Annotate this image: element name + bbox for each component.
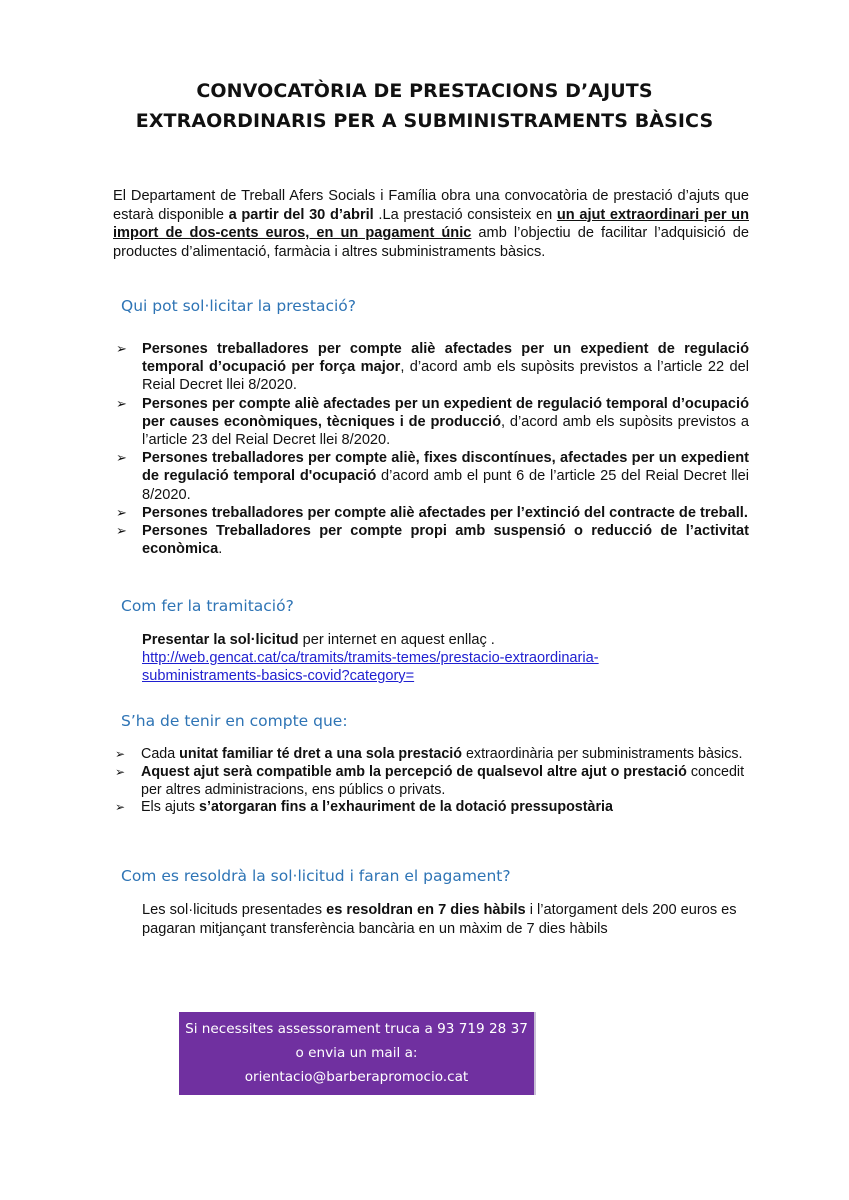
- list-item: [113, 504, 749, 522]
- arrow-bullet-icon: ➢: [116, 450, 127, 466]
- list-item-text: .: [218, 541, 223, 558]
- tramitacio-paragraph: [142, 631, 702, 685]
- title-line-2: EXTRAORDINARIS PER A SUBMINISTRAMENTS BÀSICS: [135, 110, 714, 132]
- arrow-bullet-icon: ➢: [116, 504, 127, 520]
- contact-phone-line: Si necessites assessorament truca a 93 719 28 37: [185, 1021, 528, 1037]
- intro-paragraph: [113, 187, 749, 261]
- heading-tramitacio: Com fer la tramitació?: [121, 597, 294, 615]
- intro-amount: un ajut extraordinari per un import de dos-cents euros, en un pagament únic: [113, 206, 749, 241]
- list-item-text: extraordinària per subministraments bàsics.: [462, 746, 743, 762]
- resolucio-text-2: i l’atorgament dels 200 euros es pagaran mitjançant transferència bancària en un màxim de 7 dies hàbils: [142, 902, 737, 937]
- application-link-continued[interactable]: subministraments-basics-covid?category=: [142, 668, 415, 684]
- intro-date: a partir del 30 d’abril: [228, 206, 374, 223]
- list-item-bold: Persones per compte aliè afectades per un expedient de regulació temporal d’ocupació per causes econòmiques, tècniques i de producció: [142, 395, 749, 430]
- arrow-bullet-icon: ➢: [116, 341, 127, 356]
- tramitacio-bold: Presentar la sol·licitud: [142, 632, 299, 648]
- contact-banner: [179, 1012, 534, 1095]
- arrow-bullet-icon: ➢: [115, 800, 126, 815]
- list-item-bold: s’atorgaran fins a l’exhauriment de la dotació pressupostària: [199, 799, 613, 816]
- list-item: [113, 746, 753, 764]
- list-item: [113, 799, 753, 817]
- arrow-bullet-icon: ➢: [115, 747, 126, 761]
- title-line-1: CONVOCATÒRIA DE PRESTACIONS D’AJUTS: [196, 80, 653, 102]
- contact-mail-line: o envia un mail a:: [295, 1045, 418, 1061]
- arrow-bullet-icon: ➢: [116, 395, 127, 411]
- list-item-text: , d’acord amb els supòsits previstos a l’article 23 del Reial Decret llei 8/2020.: [142, 413, 749, 449]
- resolucio-text-1: Les sol·licituds presentades: [142, 902, 327, 918]
- arrow-bullet-icon: ➢: [116, 523, 127, 539]
- banner-edge: [534, 1012, 536, 1095]
- conditions-list: [113, 746, 753, 817]
- heading-qui-pot: Qui pot sol·licitar la prestació?: [121, 297, 357, 315]
- list-item: [113, 764, 753, 800]
- intro-text-3: amb l’objectiu de facilitar l’adquisició de productes d’alimentació, farmàcia i altres subministraments bàsics.: [113, 225, 749, 260]
- list-item: [113, 449, 749, 504]
- list-item-bold: Aquest ajut serà compatible amb la percepció de qualsevol altre ajut o prestació: [141, 763, 687, 780]
- list-item-text: d’acord amb el punt 6 de l’article 25 del Reial Decret llei 8/2020.: [142, 468, 749, 503]
- list-item-text: concedit per altres administracions, ens públics o privats.: [141, 763, 745, 798]
- resolucio-bold: es resoldran en 7 dies hàbils: [326, 902, 526, 918]
- list-item: [113, 340, 749, 395]
- list-item-bold: Persones treballadores per compte aliè afectades per l’extinció del contracte de treball.: [142, 504, 748, 521]
- list-item-text: Els ajuts: [141, 799, 200, 816]
- list-item-text: , d’acord amb els supòsits previstos a l’article 22 del Reial Decret llei 8/2020.: [142, 359, 749, 394]
- list-item: [113, 395, 749, 450]
- application-link[interactable]: http://web.gencat.cat/ca/tramits/tramits-temes/prestacio-extraordinaria-: [142, 650, 599, 666]
- heading-resolucio: Com es resoldrà la sol·licitud i faran el pagament?: [121, 867, 511, 885]
- list-item-bold: Persones treballadores per compte aliè afectades per un expedient de regulació temporal d’ocupació per força major: [142, 341, 749, 376]
- document-title: [0, 76, 849, 136]
- heading-tenir-en-compte: S’ha de tenir en compte que:: [121, 712, 348, 730]
- arrow-bullet-icon: ➢: [115, 764, 126, 779]
- intro-text-2: .La prestació consisteix en: [373, 206, 557, 223]
- list-item-bold: Persones Treballadores per compte propi amb suspensió o reducció de l’activitat econòmica: [142, 523, 749, 558]
- eligibility-list: [113, 340, 749, 558]
- contact-email[interactable]: orientacio@barberapromocio.cat: [244, 1069, 469, 1085]
- list-item-bold: Persones treballadores per compte aliè, fixes discontínues, afectades per un expedient de regulació temporal d'ocupació: [142, 450, 749, 485]
- list-item-bold: unitat familiar té dret a una sola prestació: [179, 746, 462, 762]
- list-item: [113, 522, 749, 558]
- tramitacio-text: per internet en aquest enllaç .: [298, 632, 495, 648]
- intro-text-1: El Departament de Treball Afers Socials i Família obra una convocatòria de prestació d’ajuts que estarà disponible: [113, 188, 749, 223]
- resolucio-paragraph: [142, 901, 792, 938]
- list-item-text: Cada: [141, 746, 180, 762]
